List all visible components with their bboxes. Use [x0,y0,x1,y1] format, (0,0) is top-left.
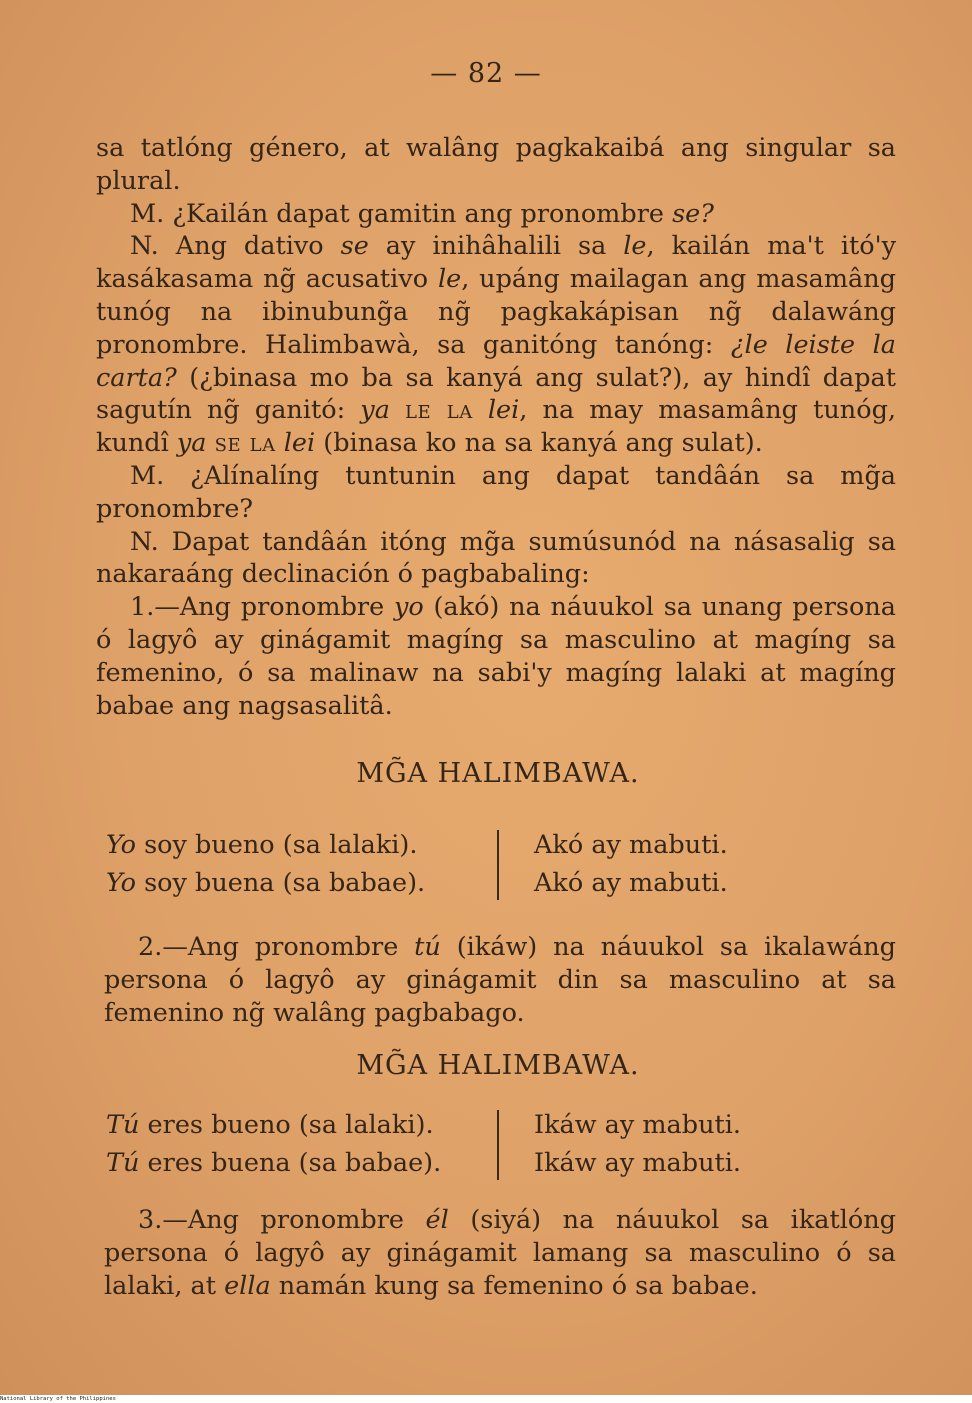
column-divider [497,830,499,900]
paragraph [96,591,896,722]
text-block-rule-3 [104,1204,896,1302]
example-spanish [106,1106,441,1144]
example-spanish [106,1144,441,1182]
text-run: namán kung sa femenino ó sa babae. [270,1270,758,1301]
italic-text: ¿le leiste la carta? [96,329,896,393]
text-block-rule-2 [104,931,896,1029]
text-run: , kailán ma't itó'y kasákasama ng̃ acusativo [96,231,896,295]
text-run: , upáng mailagan ang masamâng tunóg na ibinubung̃a ng̃ pagkakápisan ng̃ dalawáng pronombre. Halimbawà, sa ganitóng tanóng: [96,264,896,360]
text-run: 3.—Ang pronombre [138,1205,426,1235]
italic-text: lei [283,428,316,459]
text-run: (akó) na náuukol sa unang persona ó lagyô ay ginágamit magíng sa masculino at magíng sa femenino, ó sa malinaw na sabi'y magíng lalaki at magíng babae ang nagsasalitâ. [96,592,896,721]
italic-text: yo [393,592,424,623]
example-tagalog: Akó ay mabuti. [534,830,728,860]
small-caps-text: le la [405,395,473,426]
examples-spanish-column [106,1106,441,1182]
text-run: soy buena (sa babae). [135,868,426,898]
text-run: sa tatlóng género, at walâng pagkakaibá ang singular sa plural. [96,133,896,196]
italic-text: Tú [106,1148,140,1178]
example-spanish [106,826,425,864]
column-divider [497,1110,499,1180]
examples-spanish-column [106,826,425,902]
italic-text: le [623,231,647,262]
text-run: (siyá) na náuukol sa ikatlóng persona ó lagyô ay ginágamit lamang sa masculino ó sa lalaki, at [104,1205,896,1301]
italic-text: Tú [106,1110,140,1140]
text-block-questions [96,132,896,722]
example-tagalog: Ikáw ay mabuti. [534,1110,742,1140]
paragraph [104,1204,896,1302]
text-run: 1.—Ang pronombre [130,592,394,623]
examples-table-tu [106,1106,886,1184]
examples-table-yo [106,826,886,904]
italic-text: Yo [106,830,136,860]
italic-text: le [437,264,462,295]
paragraph [104,931,896,1029]
italic-text: tú [414,932,441,962]
italic-text: él [425,1205,449,1235]
paragraph [96,198,896,231]
italic-text: lei [487,395,520,426]
paragraph [96,132,896,198]
examples-tagalog-column [534,1106,741,1182]
text-run: M. ¿Alínalíng tuntunin ang dapat tandâán sa mg̃a pronombre? [96,460,896,524]
example-tagalog: Ikáw ay mabuti. [534,1148,742,1178]
italic-text: ya [176,428,207,459]
example-tagalog: Akó ay mabuti. [534,868,728,898]
small-caps-text: se la [214,428,276,459]
italic-text: se? [672,198,714,229]
text-run [276,428,284,458]
page-number: — 82 — [430,58,542,89]
text-run: eres buena (sa babae). [139,1148,442,1178]
paragraph [96,526,896,592]
text-run: 2.—Ang pronombre [138,932,415,962]
text-run: ay inihâhalili sa [368,231,624,262]
text-run [207,428,215,458]
text-run: N. Dapat tandâán itóng mg̃a sumúsunód na násasalig sa nakaraáng declinación ó pagbabaling: [96,526,896,590]
text-run: eres bueno (sa lalaki). [139,1110,434,1140]
text-run: M. ¿Kailán dapat gamitin ang pronombre [130,198,673,229]
italic-text: ya [360,395,390,426]
library-credit: National Library of the Philippines [0,1395,972,1403]
text-run: N. Ang dativo [130,231,341,262]
paragraph [96,460,896,526]
italic-text: Yo [106,868,136,898]
text-run [473,395,488,425]
text-run [390,395,405,425]
text-run: soy bueno (sa lalaki). [135,830,418,860]
section-heading-examples-2: MG̃A HALIMBAWA. [356,1050,640,1081]
example-spanish [106,864,425,902]
italic-text: se [340,231,369,262]
paragraph [96,230,896,460]
text-run: (¿binasa mo ba sa kanyá ang sulat?), ay hindî dapat sagutín ng̃ ganitó: [96,362,896,426]
text-run: , na may masamâng tunóg, kundî [96,395,897,459]
section-heading-examples-1: MG̃A HALIMBAWA. [356,758,640,789]
examples-tagalog-column [534,826,728,902]
text-run: (binasa ko na sa kanyá ang sulat). [315,428,763,459]
text-run: (ikáw) na náuukol sa ikalawáng persona ó lagyô ay ginágamit din sa masculino at sa femenino ng̃ walâng pagbabago. [104,932,896,1028]
italic-text: ella [224,1270,271,1301]
